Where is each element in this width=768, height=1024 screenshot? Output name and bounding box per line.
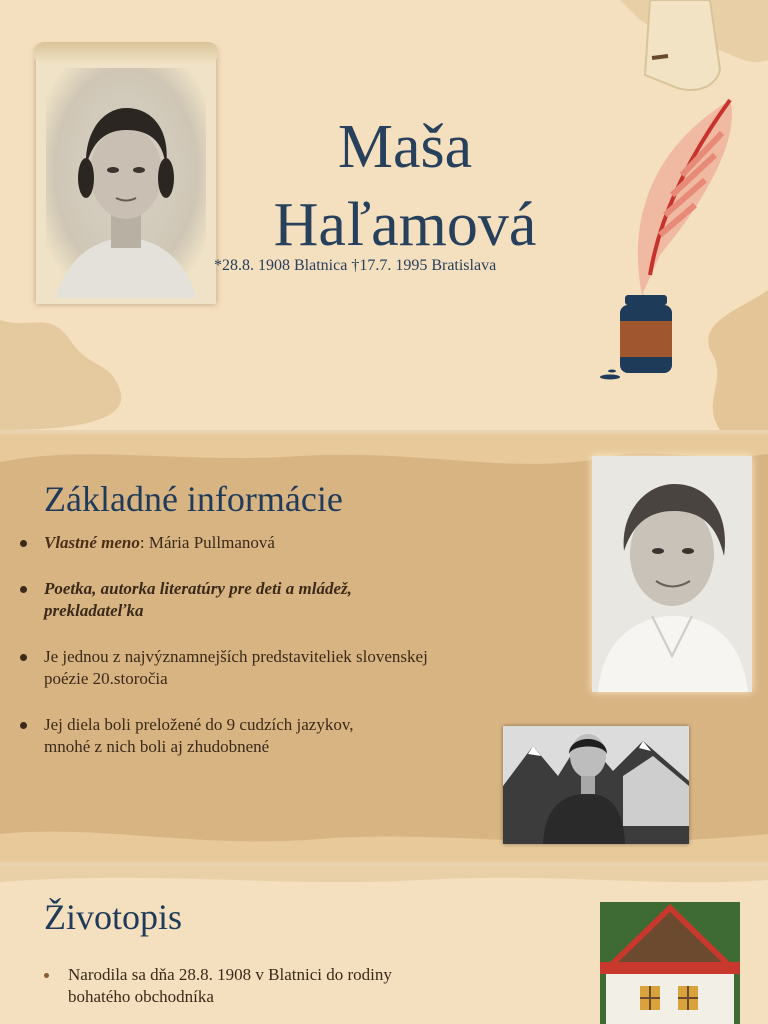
section-heading-biography: Životopis — [44, 897, 183, 937]
basic-info-list — [16, 532, 496, 782]
page-title — [230, 108, 580, 264]
list-item-line: Narodila sa dňa 28.8. 1908 v Blatnici do rodiny — [68, 965, 392, 984]
real-name-label: Vlastné meno — [44, 533, 140, 552]
list-item — [16, 532, 496, 554]
portrait-frame — [36, 48, 216, 304]
photo-mountains — [503, 726, 689, 844]
real-name-value: Mária Pullmanová — [148, 533, 275, 552]
label-separator: : — [139, 533, 149, 552]
title-first-name: Maša — [337, 113, 473, 181]
life-dates: *28.8. 1908 Blatnica †17.7. 1995 Bratislava — [214, 257, 497, 274]
list-item — [16, 646, 496, 690]
slide-basic-info — [0, 434, 768, 862]
slide-title — [0, 0, 768, 430]
slide-biography — [0, 866, 768, 1024]
list-item-line: prekladateľka — [44, 601, 144, 620]
list-item-line: poézie 20.storočia — [44, 669, 168, 688]
list-item-line: mnohé z nich boli aj zhudobnené — [44, 737, 270, 756]
list-item — [40, 964, 560, 1008]
portrait-photo-young — [46, 68, 206, 298]
grunge-blot-top-right — [600, 0, 768, 90]
list-item-line: Je jednou z najvýznamnejších predstaviteliek slovenskej — [44, 647, 428, 666]
section-heading-basic-info: Základné informácie — [44, 479, 343, 519]
grunge-blot-left — [0, 300, 140, 430]
photo-birth-house — [600, 902, 740, 1024]
quill-inkpot-icon — [590, 95, 750, 385]
list-item — [16, 578, 496, 622]
scroll-edge — [34, 42, 218, 64]
scroll-icon — [640, 0, 730, 100]
biography-list — [40, 964, 560, 1024]
portrait-photo-elderly — [592, 456, 752, 692]
grunge-blot-right — [700, 290, 768, 430]
list-item-line: Poetka, autorka literatúry pre deti a mládež, — [44, 579, 352, 598]
title-last-name: Haľamová — [273, 191, 537, 259]
list-item-line: bohatého obchodníka — [68, 987, 214, 1006]
list-item-line: Jej diela boli preložené do 9 cudzích jazykov, — [44, 715, 354, 734]
list-item — [16, 714, 496, 758]
